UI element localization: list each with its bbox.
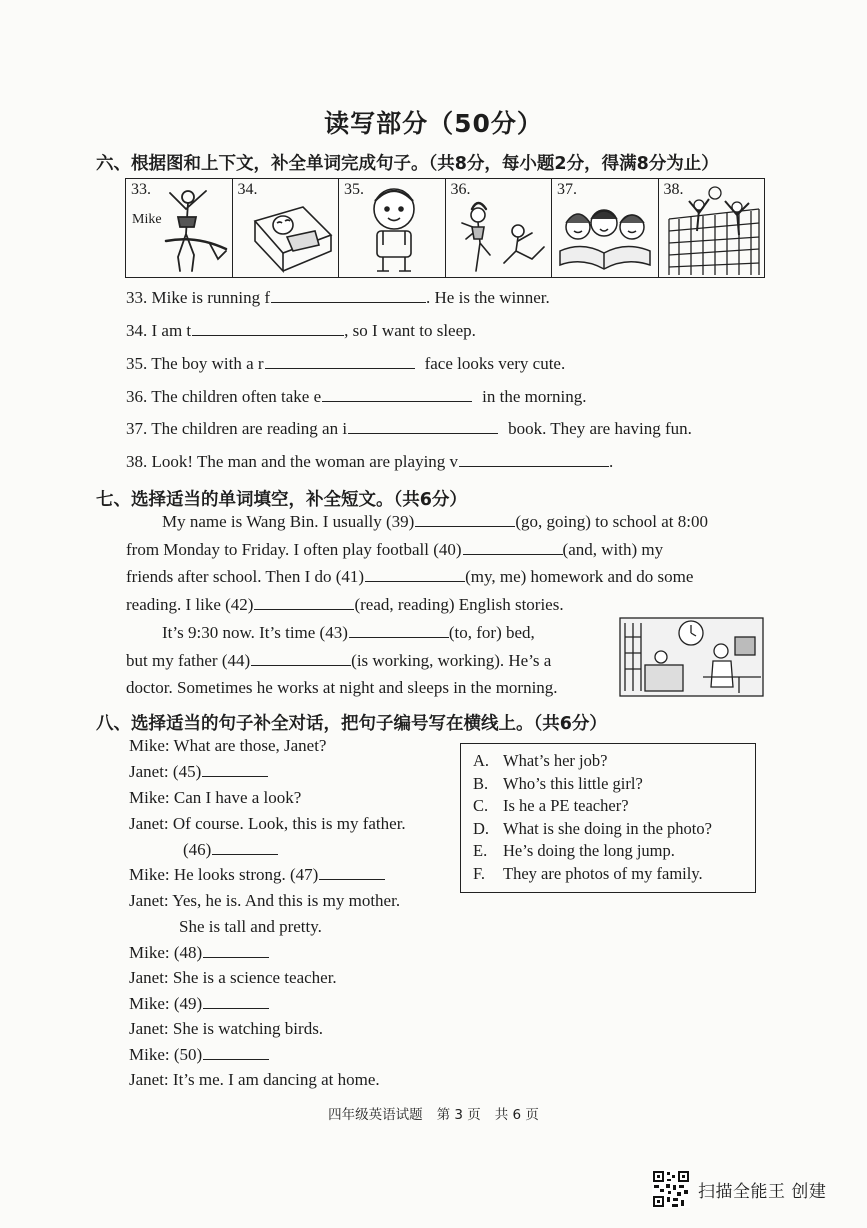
answer-blank-40[interactable]: [463, 553, 563, 555]
dialogue-line-48: [129, 943, 269, 963]
answer-blank[interactable]: [265, 367, 415, 369]
picture-38: [659, 179, 765, 277]
answer-blank-43[interactable]: [349, 636, 449, 638]
passage-paragraph-1: [126, 508, 766, 618]
picture-number: 38.: [663, 181, 684, 198]
sleeping-child-icon: [233, 179, 338, 277]
passage-text: doctor. Sometimes he works at night and sleeps in the morning.: [126, 678, 558, 697]
option-key: E.: [473, 841, 488, 860]
question-36: [126, 387, 586, 407]
picture-caption: Mike: [132, 212, 162, 227]
dialogue-text: Mike: He looks strong. (47): [129, 865, 319, 884]
picture-strip: [125, 178, 765, 278]
question-34: [126, 321, 476, 341]
option-text: He’s doing the long jump.: [503, 841, 675, 860]
answer-blank[interactable]: [459, 465, 609, 467]
dialogue-text: Janet: (45): [129, 762, 202, 781]
running-man-icon: [126, 179, 231, 277]
options-box: [460, 743, 756, 893]
picture-number: 37.: [557, 181, 577, 198]
passage-line: [126, 591, 766, 619]
option-key: C.: [473, 796, 489, 815]
answer-blank-48[interactable]: [203, 956, 269, 958]
option-text: What’s her job?: [503, 751, 608, 770]
option-text: Who’s this little girl?: [503, 773, 643, 793]
question-text: in the morning.: [482, 387, 587, 406]
answer-blank[interactable]: [192, 334, 344, 336]
picture-33: [126, 179, 233, 277]
answer-blank[interactable]: [322, 400, 472, 402]
passage-line: [126, 563, 766, 591]
dialogue-line-49: [129, 994, 269, 1014]
answer-blank-42[interactable]: [254, 608, 354, 610]
page-title: 读写部分（50分）: [324, 109, 543, 138]
footer-page: 第 3 页: [436, 1107, 481, 1123]
option-b: [473, 773, 745, 796]
section-7-heading: 七、选择适当的单词填空，补全短文。（共6分）: [96, 490, 467, 510]
picture-35: [339, 179, 446, 277]
volleyball-players-icon: [659, 179, 764, 277]
passage-text: (and, with) my: [562, 539, 664, 559]
question-text: 33. Mike is running f: [126, 288, 271, 307]
option-c: [473, 795, 745, 818]
passage-text: reading. I like (42): [126, 594, 254, 614]
question-text: 36. The children often take e: [126, 387, 322, 406]
passage-text: My name is Wang Bin. I usually (39): [162, 512, 415, 531]
question-text: 38. Look! The man and the woman are playing v: [126, 452, 459, 471]
option-text: What is she doing in the photo?: [503, 818, 712, 838]
footer-total: 共 6 页: [494, 1107, 539, 1123]
answer-blank[interactable]: [348, 432, 498, 434]
dialogue-line-47: [129, 865, 385, 885]
question-text: book. They are having fun.: [508, 419, 692, 438]
doctor-at-night-icon: [619, 617, 764, 697]
passage-line: [126, 536, 766, 564]
passage-text: from Monday to Friday. I often play football (40): [126, 539, 462, 559]
answer-blank-39[interactable]: [415, 525, 515, 527]
passage-text: (go, going) to school at 8:00: [515, 512, 708, 531]
dialogue-line: Janet: Yes, he is. And this is my mother.: [129, 891, 401, 910]
question-38: [126, 452, 613, 472]
passage-line: [126, 674, 616, 702]
option-text: Is he a PE teacher?: [503, 796, 629, 815]
passage-paragraph-2: [126, 619, 616, 702]
scanner-watermark: [652, 1170, 826, 1208]
children-reading-icon: [552, 179, 657, 277]
passage-text: (to, for) bed,: [448, 623, 535, 642]
question-text: 37. The children are reading an i: [126, 419, 348, 438]
answer-blank-41[interactable]: [365, 580, 465, 582]
section-6-heading: 六、根据图和上下文，补全单词完成句子。（共8分，每小题2分，得满8分为止）: [96, 154, 719, 174]
footer-subject: 四年级英语试题: [328, 1107, 423, 1123]
passage-text: but my father (44): [126, 650, 251, 670]
dialogue-line: Janet: It’s me. I am dancing at home.: [129, 1070, 380, 1089]
dialogue-text: Mike: (50): [129, 1045, 203, 1064]
dialogue-line: Janet: She is a science teacher.: [129, 968, 337, 987]
answer-blank-47[interactable]: [319, 878, 385, 880]
passage-text: It’s 9:30 now. It’s time (43): [162, 623, 348, 642]
passage-text: friends after school. Then I do (41): [126, 567, 365, 586]
picture-36: [446, 179, 553, 277]
dialogue-line-46: [183, 840, 278, 860]
dialogue-line-50: [129, 1045, 269, 1065]
passage-text: (is working, working). He’s a: [351, 650, 552, 670]
option-key: D.: [473, 818, 490, 838]
dialogue-line: She is tall and pretty.: [179, 917, 322, 936]
dialogue-text: Mike: (49): [129, 994, 203, 1013]
question-text: , so I want to sleep.: [344, 321, 476, 340]
question-37: [126, 419, 692, 439]
option-text: They are photos of my family.: [503, 863, 703, 883]
picture-37: [552, 179, 659, 277]
question-33: [126, 288, 550, 308]
passage-line: [126, 619, 616, 647]
passage-text: (my, me) homework and do some: [465, 567, 694, 586]
passage-text: (read, reading) English stories.: [354, 594, 564, 614]
option-key: B.: [473, 773, 489, 793]
question-35: [126, 354, 565, 374]
answer-blank-50[interactable]: [203, 1058, 269, 1060]
question-text: 34. I am t: [126, 321, 192, 340]
passage-line: [126, 508, 766, 536]
option-key: F.: [473, 863, 485, 883]
option-d: [473, 818, 745, 841]
question-text: . He is the winner.: [426, 288, 550, 307]
qr-code-icon: [652, 1170, 690, 1208]
picture-number: 35.: [344, 181, 364, 198]
passage-line: [126, 647, 616, 675]
answer-blank-44[interactable]: [251, 664, 351, 666]
question-text: face looks very cute.: [424, 354, 566, 373]
picture-number: 33.: [131, 181, 151, 198]
option-a: [473, 750, 745, 773]
dialogue-line: Mike: What are those, Janet?: [129, 736, 327, 755]
page-footer: [0, 1103, 867, 1123]
answer-blank[interactable]: [271, 301, 426, 303]
dialogue-line: Janet: Of course. Look, this is my father.: [129, 814, 406, 833]
watermark-text: 扫描全能王 创建: [698, 1181, 827, 1202]
option-f: [473, 863, 745, 886]
answer-blank-49[interactable]: [203, 1007, 269, 1009]
dialogue-text: (46): [183, 840, 212, 859]
dialogue-line: Mike: Can I have a look?: [129, 788, 302, 807]
question-text: 35. The boy with a r: [126, 354, 264, 373]
dialogue-text: Mike: (48): [129, 943, 203, 962]
round-face-boy-icon: [339, 179, 444, 277]
question-text: .: [609, 452, 614, 471]
answer-blank-46[interactable]: [212, 853, 278, 855]
option-key: A.: [473, 751, 490, 770]
dialogue-line: Janet: She is watching birds.: [129, 1019, 324, 1038]
option-e: [473, 840, 745, 863]
dialogue-line-45: [129, 762, 268, 782]
answer-blank-45[interactable]: [202, 775, 268, 777]
picture-number: 36.: [450, 181, 471, 198]
exercising-children-icon: [446, 179, 551, 277]
picture-number: 34.: [237, 181, 258, 198]
section-8-heading: 八、选择适当的句子补全对话，把句子编号写在横线上。（共6分）: [96, 714, 607, 734]
picture-34: [233, 179, 340, 277]
